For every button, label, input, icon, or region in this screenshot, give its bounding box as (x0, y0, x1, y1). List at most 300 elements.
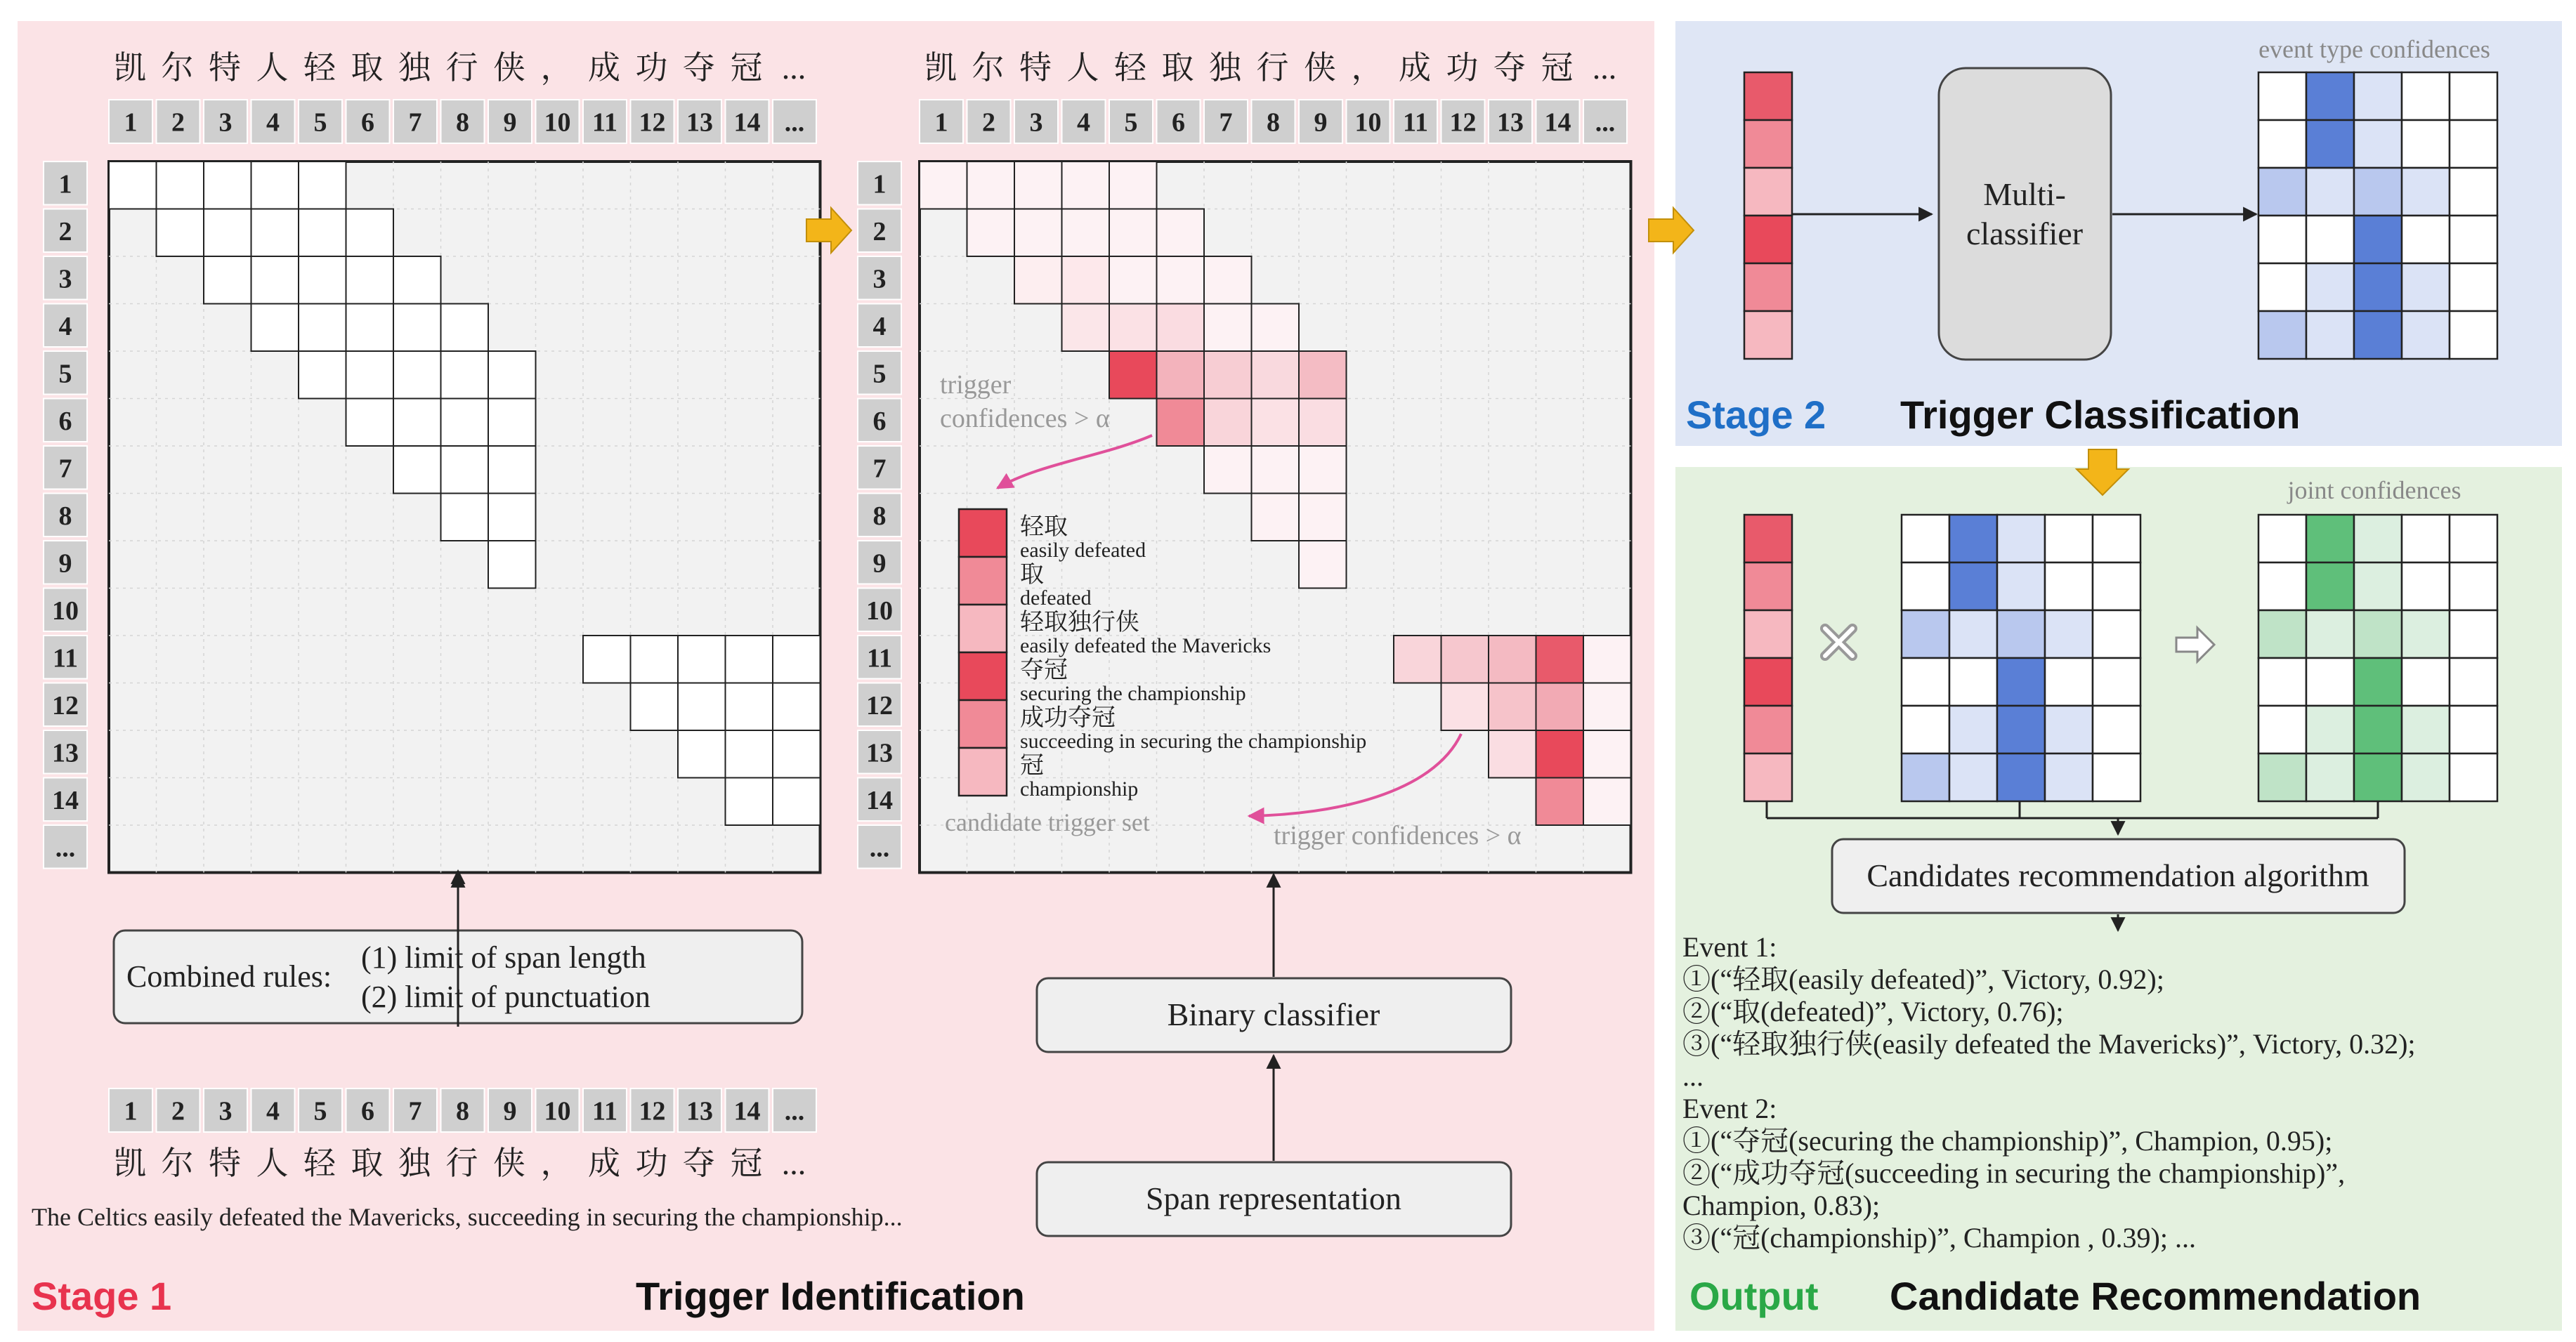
type-cell (2258, 216, 2306, 263)
span-cell (1583, 683, 1631, 731)
sentence-char: 独 (398, 1145, 431, 1181)
index-label: 13 (686, 1096, 713, 1126)
index-label: 14 (1544, 107, 1571, 138)
row-index-label: 11 (867, 643, 892, 673)
type-cell (2258, 563, 2306, 610)
type-cell (1902, 610, 1949, 658)
span-cell (1536, 778, 1584, 826)
span-cell (678, 683, 726, 731)
sentence-char: 行 (1256, 50, 1289, 86)
sentence-char: 侠 (1304, 50, 1336, 86)
char-row-top-right (924, 50, 1616, 86)
sentence-char: 人 (1066, 50, 1099, 86)
result-line: Event 1: (1682, 931, 1777, 963)
rule-span-length: (1) limit of span length (361, 940, 646, 975)
span-cell (393, 351, 441, 399)
vector-cell (1744, 72, 1792, 120)
sentence-char: 取 (351, 50, 384, 86)
span-cell (726, 683, 773, 731)
output-trigger-vector (1744, 515, 1792, 801)
type-cell (1949, 610, 1997, 658)
span-cell (204, 162, 251, 209)
sentence-char: 特 (209, 1145, 241, 1181)
row-index-label: 1 (872, 169, 887, 199)
type-cell (2258, 706, 2306, 754)
index-row-bottom (109, 1088, 816, 1132)
index-label: 5 (313, 107, 327, 138)
sentence-char: 功 (635, 50, 668, 86)
span-cell (251, 162, 299, 209)
type-cell (1997, 610, 2045, 658)
candidate-swatch (959, 652, 1007, 700)
type-cell (2450, 168, 2497, 216)
multiclassifier-box (1939, 68, 2111, 360)
type-cell (2258, 72, 2306, 120)
type-cell (2258, 168, 2306, 216)
type-cell (2354, 311, 2402, 359)
row-index-label: 14 (866, 785, 893, 815)
span-representation-label: Span representation (1145, 1180, 1402, 1216)
type-cell (2450, 706, 2497, 754)
vector-cell (1744, 658, 1792, 706)
result-line: ②(“取(defeated)”, Victory, 0.76); (1682, 996, 2064, 1027)
type-cell (2354, 515, 2402, 563)
candidate-swatch (959, 509, 1007, 557)
span-cell (299, 304, 346, 352)
type-cell (2402, 120, 2450, 168)
candidate-zh: 轻取 (1020, 514, 1068, 540)
span-cell (920, 162, 967, 209)
candidate-zh: 夺冠 (1020, 657, 1068, 683)
type-cell (2306, 658, 2354, 706)
index-label: 10 (544, 1096, 571, 1126)
index-label: 6 (361, 1096, 374, 1126)
row-index-label: 13 (866, 738, 893, 768)
span-cell (1204, 256, 1252, 304)
type-cell (2306, 563, 2354, 610)
english-sentence: The Celtics easily defeated the Mavericks, succeeding in securing the championship... (32, 1203, 903, 1231)
sentence-char: ... (1592, 50, 1617, 86)
span-cell (583, 636, 631, 683)
vector-cell (1744, 706, 1792, 754)
index-label: 2 (171, 107, 185, 138)
result-line: ... (1682, 1060, 1704, 1092)
sentence-char: 取 (1161, 50, 1194, 86)
index-label: 8 (1267, 107, 1280, 138)
sentence-char: 侠 (493, 50, 525, 86)
span-cell (1489, 683, 1536, 731)
sentence-char: 尔 (161, 1145, 194, 1181)
type-cell (2258, 263, 2306, 311)
index-row-top-right (920, 100, 1627, 143)
index-label: 1 (124, 1096, 138, 1126)
span-cell (678, 730, 726, 778)
sentence-char: 成 (588, 1145, 620, 1181)
type-cell (2354, 72, 2402, 120)
type-cell (2402, 610, 2450, 658)
span-cell (1299, 541, 1347, 588)
type-cell (2402, 658, 2450, 706)
row-index-label: 7 (872, 454, 887, 484)
index-label: 13 (686, 107, 713, 138)
type-cell (2402, 263, 2450, 311)
index-label: 6 (1172, 107, 1185, 138)
row-index-label: 9 (872, 548, 887, 579)
span-cell (1062, 304, 1110, 352)
type-cell (2045, 563, 2093, 610)
type-cell (2093, 658, 2140, 706)
index-label: 8 (456, 1096, 469, 1126)
candidate-en: defeated (1020, 586, 1092, 610)
vector-cell (1744, 754, 1792, 801)
sentence-char: 人 (256, 1145, 289, 1181)
sentence-char: ， (540, 50, 573, 86)
type-cell (2306, 706, 2354, 754)
span-cell (488, 541, 536, 588)
span-cell (1536, 636, 1584, 683)
span-cell (1299, 399, 1347, 447)
index-label: 3 (1029, 107, 1043, 138)
span-cell (393, 399, 441, 447)
span-cell (1157, 399, 1205, 447)
span-cell (251, 209, 299, 257)
stage2-trigger-vector (1744, 72, 1792, 359)
sentence-char: 行 (445, 50, 478, 86)
type-cell (2402, 72, 2450, 120)
sentence-char: 夺 (683, 50, 715, 86)
span-cell (299, 209, 346, 257)
span-cell (726, 636, 773, 683)
index-label: 13 (1497, 107, 1524, 138)
sentence-char: 轻 (1114, 50, 1146, 86)
type-cell (2045, 515, 2093, 563)
row-index-label: 9 (58, 548, 72, 579)
span-cell (1014, 209, 1062, 257)
sentence-char: 尔 (161, 50, 194, 86)
type-cell (2450, 120, 2497, 168)
index-label: 11 (592, 107, 617, 138)
type-cell (1902, 658, 1949, 706)
span-cell (299, 162, 346, 209)
type-cell (2450, 610, 2497, 658)
sentence-char: 行 (445, 1145, 478, 1181)
vector-cell (1744, 610, 1792, 658)
sentence-char: 冠 (1541, 50, 1574, 86)
span-cell (299, 256, 346, 304)
index-label: 7 (408, 1096, 422, 1126)
row-index-label: 5 (58, 359, 72, 389)
combined-rules-label: Combined rules: (126, 959, 332, 994)
span-cell (346, 399, 394, 447)
index-row-top-left (109, 100, 816, 143)
span-cell (393, 256, 441, 304)
type-cell (1902, 563, 1949, 610)
span-cell (1062, 209, 1110, 257)
span-cell (1204, 446, 1252, 494)
stage2-title: Trigger Classification (1900, 393, 2301, 437)
type-cell (2354, 754, 2402, 801)
span-cell (1204, 399, 1252, 447)
type-cell (2306, 754, 2354, 801)
row-index-label: 4 (872, 311, 887, 341)
index-label: 3 (218, 1096, 233, 1126)
span-cell (393, 446, 441, 494)
span-cell (1157, 256, 1205, 304)
candidate-zh: 成功夺冠 (1020, 705, 1116, 731)
span-cell (1014, 256, 1062, 304)
row-index-label: ... (869, 833, 890, 863)
type-cell (2354, 120, 2402, 168)
index-label: 2 (982, 107, 995, 138)
sentence-char: ， (540, 1145, 573, 1181)
index-label: 11 (592, 1096, 617, 1126)
span-cell (1252, 351, 1300, 399)
sentence-char: 凯 (114, 50, 146, 86)
row-index-label: 8 (872, 501, 887, 531)
index-label: 14 (733, 107, 761, 138)
type-cell (2450, 311, 2497, 359)
result-line: ③(“冠(championship)”, Champion , 0.39); ... (1682, 1222, 2196, 1254)
index-label: ... (784, 1096, 805, 1126)
span-representation-box (1037, 1162, 1511, 1236)
span-cell (1252, 446, 1300, 494)
type-cell (2093, 706, 2140, 754)
span-cell (1062, 162, 1110, 209)
row-index-label: ... (55, 833, 76, 863)
stage1-tag: Stage 1 (32, 1274, 172, 1318)
type-cell (1902, 706, 1949, 754)
span-cell (1489, 730, 1536, 778)
type-cell (1997, 563, 2045, 610)
span-cell (1109, 162, 1157, 209)
type-cell (2093, 563, 2140, 610)
span-cell (488, 399, 536, 447)
row-index-label: 10 (866, 596, 893, 626)
span-cell (1157, 209, 1205, 257)
span-cell (488, 351, 536, 399)
sentence-char: 轻 (303, 50, 336, 86)
span-cell (346, 209, 394, 257)
type-cell (2258, 754, 2306, 801)
type-cell (2354, 706, 2402, 754)
vector-cell (1744, 120, 1792, 168)
sentence-char: ... (781, 1145, 806, 1181)
index-label: 7 (408, 107, 422, 138)
type-cell (2306, 610, 2354, 658)
index-label: 2 (171, 1096, 185, 1126)
type-cell (2093, 610, 2140, 658)
row-index-label: 12 (52, 690, 79, 721)
multiclassifier-label-1: Multi- (1983, 176, 2066, 212)
span-cell (1299, 446, 1347, 494)
span-cell (441, 351, 489, 399)
type-cell (2258, 658, 2306, 706)
stage1-title: Trigger Identification (636, 1274, 1025, 1318)
index-label: 12 (639, 1096, 666, 1126)
span-cell (488, 446, 536, 494)
sentence-char: ， (1351, 50, 1384, 86)
candidate-set-label: candidate trigger set (945, 808, 1150, 836)
span-cell (967, 209, 1015, 257)
span-cell (773, 683, 820, 731)
span-cell (346, 304, 394, 352)
candidate-swatch (959, 605, 1007, 652)
span-cell (441, 399, 489, 447)
span-cell (1109, 256, 1157, 304)
index-label: 5 (313, 1096, 327, 1126)
index-label: 1 (124, 107, 138, 138)
sentence-char: 取 (351, 1145, 384, 1181)
algorithm-box (1832, 839, 2405, 913)
type-cell (1902, 515, 1949, 563)
algorithm-label: Candidates recommendation algorithm (1866, 857, 2369, 893)
row-index-label: 3 (58, 264, 72, 294)
type-cell (1902, 754, 1949, 801)
span-cell (1583, 778, 1631, 826)
type-cell (2402, 216, 2450, 263)
type-cell (1949, 563, 1997, 610)
row-index-label: 7 (58, 454, 72, 484)
candidate-swatch (959, 748, 1007, 796)
sentence-char: 夺 (1493, 50, 1526, 86)
event-type-matrix (2258, 72, 2497, 359)
type-cell (2402, 563, 2450, 610)
type-cell (2354, 610, 2402, 658)
row-index-label: 2 (872, 216, 887, 246)
result-line: Champion, 0.83); (1682, 1190, 1881, 1221)
index-label: 7 (1219, 107, 1233, 138)
index-label: 3 (218, 107, 233, 138)
span-cell (1252, 399, 1300, 447)
span-cell (1157, 304, 1205, 352)
type-cell (2450, 263, 2497, 311)
trigger-conf-label-1: trigger (940, 370, 1012, 400)
span-cell (109, 162, 157, 209)
span-matrix-rules (44, 162, 820, 873)
type-cell (2450, 563, 2497, 610)
type-cell (2045, 706, 2093, 754)
span-cell (967, 162, 1015, 209)
sentence-char: 功 (635, 1145, 668, 1181)
type-cell (2045, 610, 2093, 658)
span-cell (346, 351, 394, 399)
span-cell (773, 778, 820, 826)
type-cell (2354, 563, 2402, 610)
type-cell (2306, 263, 2354, 311)
span-cell (1441, 683, 1489, 731)
type-cell (2258, 515, 2306, 563)
span-cell (1489, 636, 1536, 683)
candidate-en: succeeding in securing the championship (1020, 730, 1367, 753)
span-cell (441, 304, 489, 352)
type-cell (2354, 168, 2402, 216)
span-cell (726, 778, 773, 826)
index-label: 14 (733, 1096, 761, 1126)
sentence-char: 特 (209, 50, 241, 86)
sentence-char: 人 (256, 50, 289, 86)
row-index-label: 5 (872, 359, 887, 389)
span-cell (251, 304, 299, 352)
type-cell (1997, 706, 2045, 754)
type-cell (1949, 706, 1997, 754)
char-row-bottom (114, 1145, 806, 1181)
sentence-char: 尔 (972, 50, 1005, 86)
type-cell (2402, 754, 2450, 801)
type-cell (2306, 216, 2354, 263)
joint-conf-matrix (2258, 515, 2497, 801)
index-label: 10 (544, 107, 571, 138)
sentence-char: 轻 (303, 1145, 336, 1181)
output-type-matrix (1902, 515, 2140, 801)
result-line: ①(“轻取(easily defeated)”, Victory, 0.92); (1682, 963, 2164, 995)
type-cell (2306, 311, 2354, 359)
type-cell (1997, 658, 2045, 706)
index-label: 9 (503, 1096, 517, 1126)
type-cell (2306, 168, 2354, 216)
output-title: Candidate Recommendation (1890, 1274, 2421, 1318)
span-cell (299, 351, 346, 399)
index-label: 5 (1124, 107, 1138, 138)
index-label: ... (1595, 107, 1616, 138)
type-cell (2306, 515, 2354, 563)
candidate-zh: 轻取独行侠 (1020, 610, 1139, 636)
stage2-tag: Stage 2 (1686, 393, 1826, 437)
trigger-conf-label-b: trigger confidences > α (1274, 821, 1522, 850)
span-cell (393, 304, 441, 352)
span-cell (1299, 494, 1347, 541)
type-cell (2093, 754, 2140, 801)
sentence-char: 成 (588, 50, 620, 86)
type-cell (2450, 658, 2497, 706)
sentence-char: 冠 (730, 1145, 763, 1181)
char-row-top-left (114, 50, 806, 86)
type-cell (2402, 706, 2450, 754)
type-cell (2402, 311, 2450, 359)
sentence-char: 成 (1399, 50, 1431, 86)
row-index-label: 3 (872, 264, 887, 294)
type-cell (2045, 658, 2093, 706)
type-cell (1997, 754, 2045, 801)
event-type-label: event type confidences (2258, 35, 2490, 63)
result-line: ②(“成功夺冠(succeeding in securing the championship)”, (1682, 1157, 2346, 1189)
sentence-char: 功 (1446, 50, 1479, 86)
span-cell (204, 256, 251, 304)
sentence-char: 特 (1019, 50, 1052, 86)
index-label: 12 (639, 107, 666, 138)
span-cell (1252, 304, 1300, 352)
span-cell (1536, 730, 1584, 778)
row-index-label: 6 (872, 406, 887, 436)
type-cell (1949, 658, 1997, 706)
index-label: 9 (1314, 107, 1328, 138)
span-cell (1062, 256, 1110, 304)
row-index-label: 13 (52, 738, 79, 768)
candidate-en: championship (1020, 777, 1139, 801)
span-cell (1394, 636, 1441, 683)
type-cell (1949, 754, 1997, 801)
span-cell (441, 494, 489, 541)
sentence-char: 凯 (924, 50, 957, 86)
type-cell (2258, 610, 2306, 658)
row-index-label: 12 (866, 690, 893, 721)
candidate-swatch (959, 557, 1007, 605)
candidate-zh: 冠 (1020, 753, 1044, 779)
row-index-label: 1 (58, 169, 72, 199)
index-label: 6 (361, 107, 374, 138)
span-cell (1109, 351, 1157, 399)
type-cell (2258, 311, 2306, 359)
row-index-label: 2 (58, 216, 72, 246)
